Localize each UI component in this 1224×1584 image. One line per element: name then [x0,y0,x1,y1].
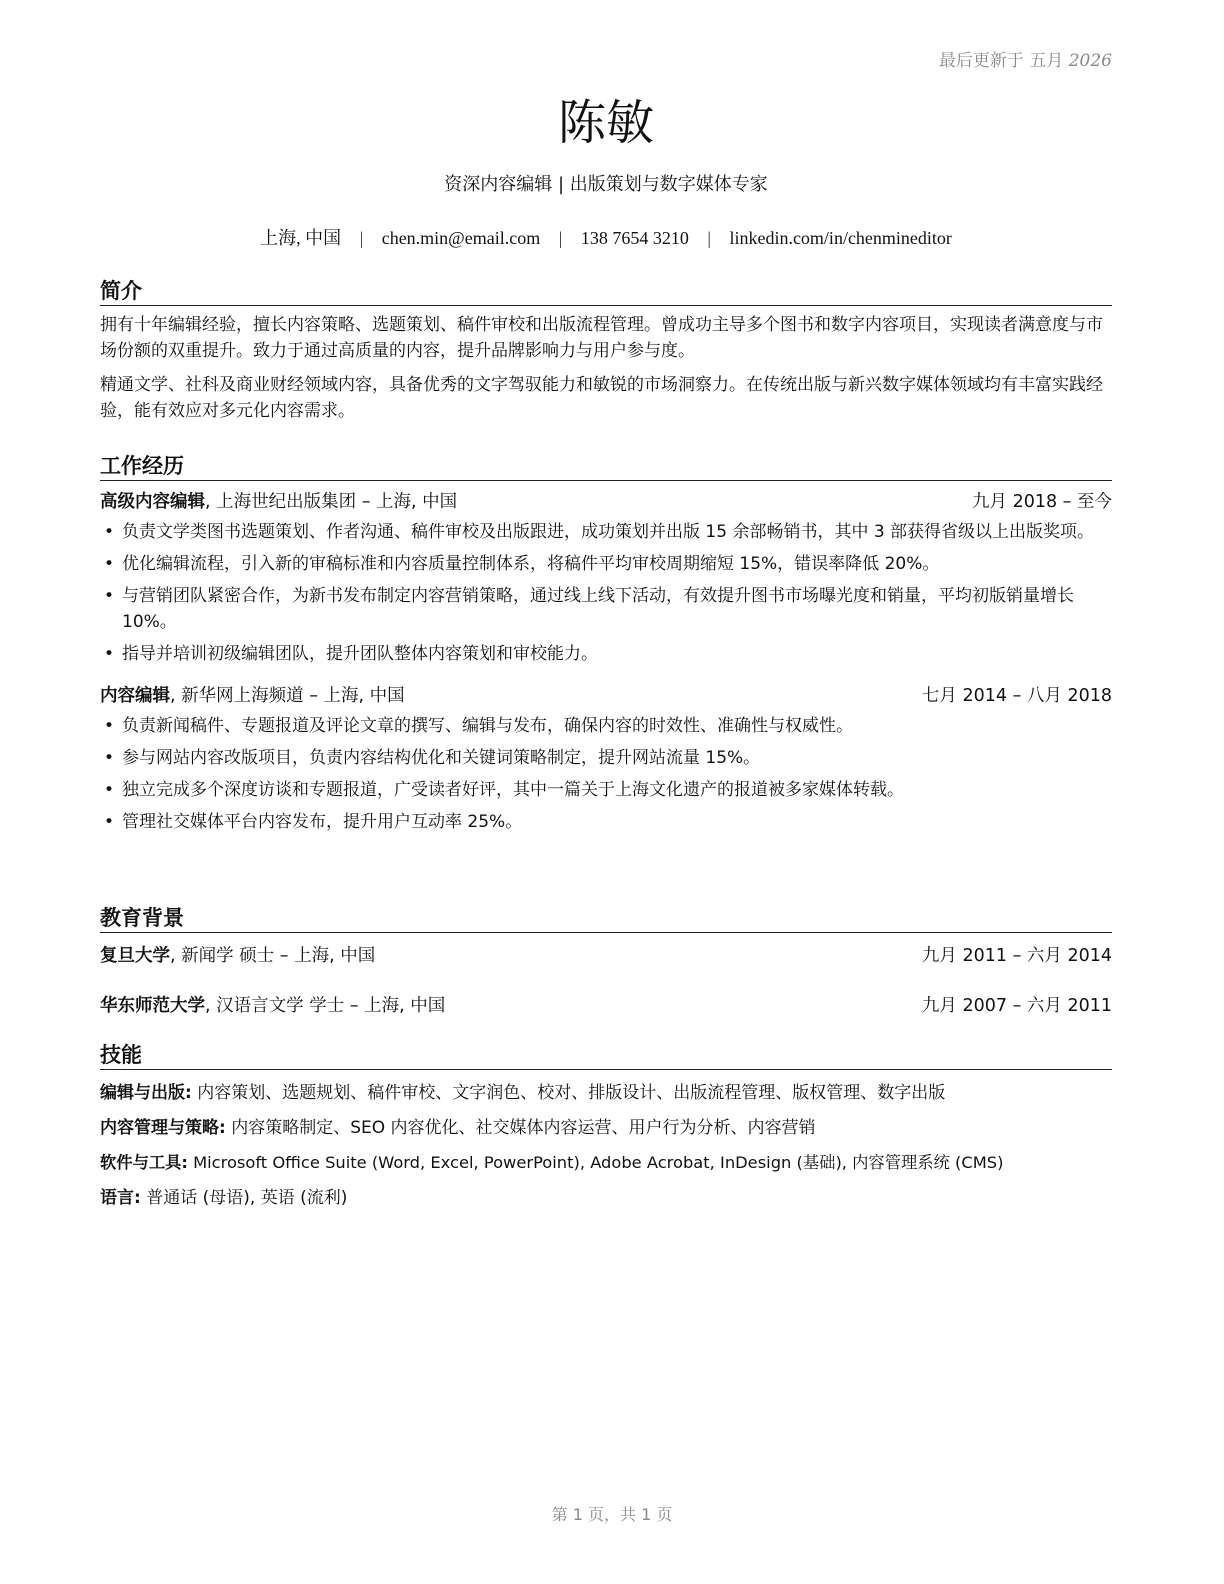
summary-paragraph: 拥有十年编辑经验，擅长内容策略、选题策划、稿件审校和出版流程管理。曾成功主导多个图书和数字内容项目，实现读者满意度与市场份额的双重提升。致力于通过高质量的内容，提升品牌影响力与用户参与度。 [100,315,1103,361]
skill-row [100,1080,1112,1106]
skill-value: 普通话 (母语), 英语 (流利) [140,1188,348,1208]
contact-separator: | [558,228,563,248]
bullet-item: • 参与网站内容改版项目，负责内容结构优化和关键词策略制定，提升网站流量 15%。 [100,745,1112,771]
skill-row [100,1185,1112,1211]
job-header [100,683,1112,709]
bullet-item: • 指导并培训初级编辑团队，提升团队整体内容策划和审校能力。 [100,641,1112,667]
summary-paragraph: 精通文学、社科及商业财经领域内容，具备优秀的文字驾驭能力和敏锐的市场洞察力。在传统出版与新兴数字媒体领域均有丰富实践经验，能有效应对多元化内容需求。 [100,375,1103,421]
skill-value: 内容策划、选题规划、稿件审校、文字润色、校对、排版设计、出版流程管理、版权管理、数字出版 [191,1083,946,1103]
contact-email[interactable]: chen.min@email.com [381,228,541,248]
bullet-dot-icon: • [104,716,115,736]
bullet-item: • 优化编辑流程，引入新的审稿标准和内容质量控制体系，将稿件平均审校周期缩短 15%，错误率降低 20%。 [100,551,1112,577]
bullet-item: • 管理社交媒体平台内容发布，提升用户互动率 25%。 [100,809,1112,835]
job-header [100,489,1112,515]
skill-label: 编辑与出版: [100,1083,192,1103]
job-org: , 上海世纪出版集团 – 上海, 中国 [205,492,458,512]
job-role: 高级内容编辑 [100,492,205,512]
skill-value: 内容策略制定、SEO 内容优化、社交媒体内容运营、用户行为分析、内容营销 [225,1118,816,1138]
job-entry [100,683,1112,835]
last-updated [939,46,1112,71]
section-title: 简介 [100,278,1112,306]
candidate-name: 陈敏 [557,95,654,151]
last-updated-prefix: 最后更新于 五月 [938,51,1064,71]
bullet-item: • 负责文学类图书选题策划、作者沟通、稿件审校及出版跟进，成功策划并出版 15 余部畅销书，其中 3 部获得省级以上出版奖项。 [100,519,1112,545]
education-entry [100,993,1112,1019]
skill-row [100,1115,1112,1141]
contact-separator: | [359,228,364,248]
bullet-item: • 独立完成多个深度访谈和专题报道，广受读者好评，其中一篇关于上海文化遗产的报道被多家媒体转载。 [100,777,1112,803]
summary-section [100,278,1112,432]
skill-label: 语言: [100,1188,141,1208]
education-dates: 九月 2011 – 六月 2014 [921,946,1112,966]
job-dates: 九月 2018 – 至今 [972,492,1112,512]
contact-separator: | [707,228,711,248]
job-org: , 新华网上海频道 – 上海, 中国 [170,686,405,706]
bullet-dot-icon: • [104,748,115,768]
bullet-dot-icon: • [104,812,115,832]
section-title: 工作经历 [100,453,1112,481]
skill-label: 内容管理与策略: [100,1118,226,1138]
education-entry [100,943,1112,969]
bullet-dot-icon: • [104,522,115,542]
tagline: 资深内容编辑 | 出版策划与数字媒体专家 [444,174,768,195]
education-section [100,905,1112,1019]
degree-detail: , 新闻学 硕士 – 上海, 中国 [170,946,376,966]
contact-linkedin[interactable]: linkedin.com/in/chenmineditor [729,228,952,248]
school-name: 复旦大学 [100,946,170,966]
experience-section [100,453,1112,841]
education-dates: 九月 2007 – 六月 2011 [921,996,1112,1016]
bullet-dot-icon: • [104,554,115,574]
skill-label: 软件与工具: [100,1153,188,1172]
job-role: 内容编辑 [100,686,170,706]
job-entry [100,489,1112,667]
bullet-dot-icon: • [104,780,115,800]
page-number: 第 1 页，共 1 页 [551,1505,673,1524]
contact-location: 上海, 中国 [260,228,342,248]
job-bullets [100,519,1112,667]
contact-phone[interactable]: 138 7654 3210 [580,228,689,248]
job-bullets [100,713,1112,835]
bullet-item: • 负责新闻稿件、专题报道及评论文章的撰写、编辑与发布，确保内容的时效性、准确性与权威性。 [100,713,1112,739]
section-title: 教育背景 [100,905,1112,933]
job-dates: 七月 2014 – 八月 2018 [921,686,1112,706]
section-title: 技能 [100,1042,1112,1070]
skills-section [100,1042,1112,1220]
skill-row [100,1150,1112,1176]
bullet-dot-icon: • [104,586,115,606]
bullet-dot-icon: • [104,644,115,664]
school-name: 华东师范大学 [100,996,205,1016]
degree-detail: , 汉语言文学 学士 – 上海, 中国 [205,996,446,1016]
last-updated-year: 2026 [1068,51,1112,71]
skill-value: Microsoft Office Suite (Word, Excel, PowerPoint), Adobe Acrobat, InDesign (基础), 内容管理系统 (CMS) [187,1153,1004,1172]
contact-line [100,224,1112,250]
bullet-item: • 与营销团队紧密合作，为新书发布制定内容营销策略，通过线上线下活动，有效提升图书市场曝光度和销量，平均初版销量增长 10%。 [100,583,1112,635]
